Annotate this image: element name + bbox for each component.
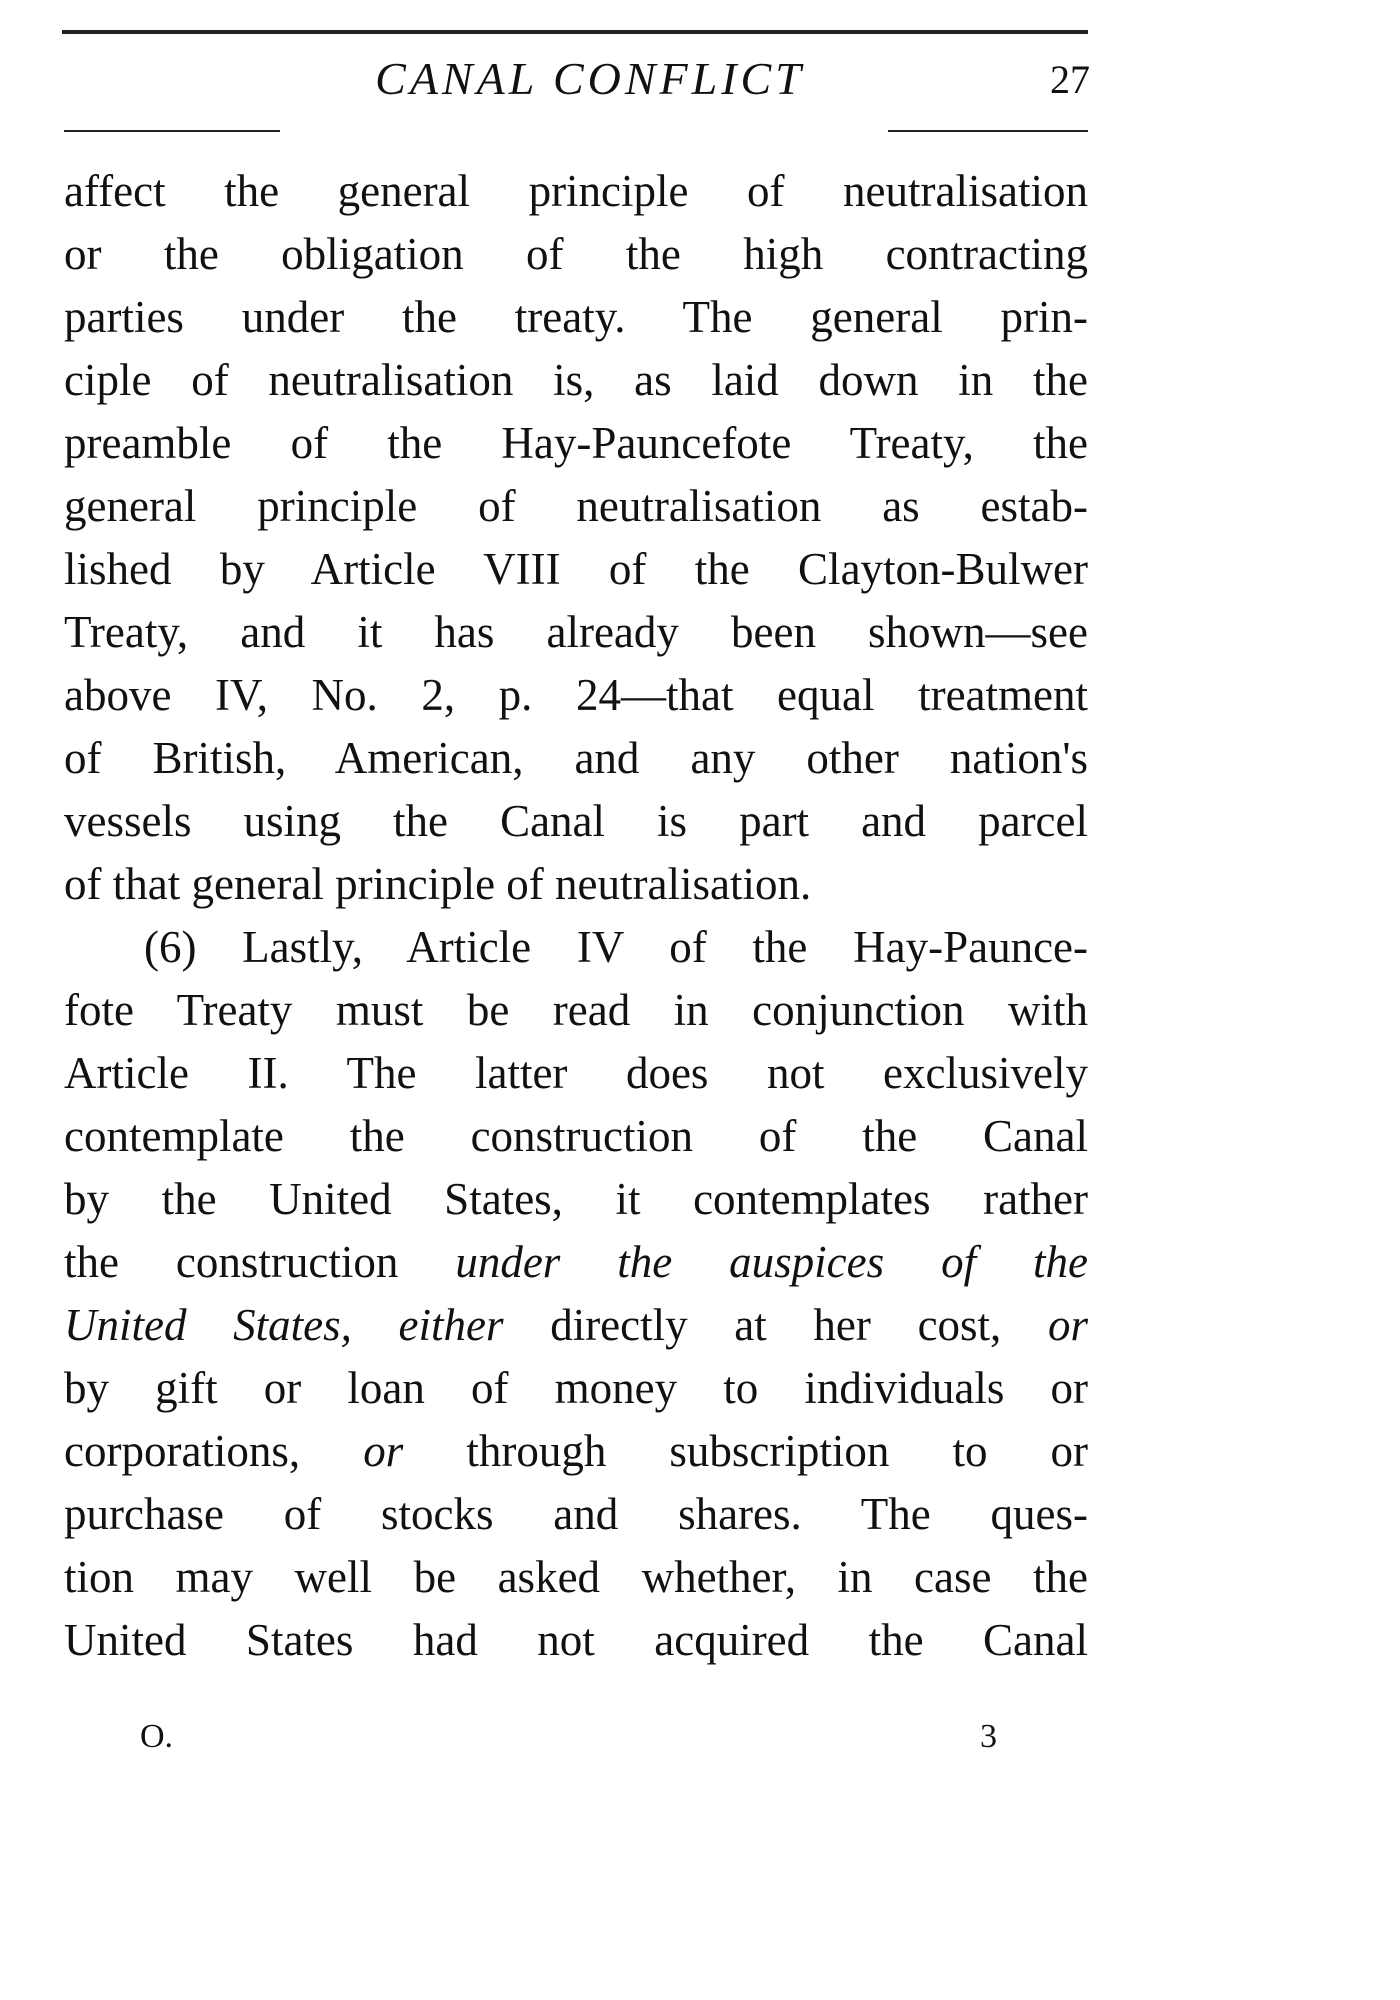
text-line: parties under the treaty. The general prin- xyxy=(64,292,1088,342)
header-rule xyxy=(62,30,1088,34)
text-line: general principle of neutralisation as estab- xyxy=(64,481,1088,531)
text-line: by gift or loan of money to individuals or xyxy=(64,1363,1088,1413)
italic-run: or xyxy=(1047,1300,1088,1350)
text-line: Article II. The latter does not exclusively xyxy=(64,1048,1088,1098)
text-line: of British, American, and any other nation's xyxy=(64,733,1088,783)
text-line: preamble of the Hay-Pauncefote Treaty, the xyxy=(64,418,1088,468)
text-line: affect the general principle of neutralisation xyxy=(64,166,1088,216)
paragraph-start-line: (6) Lastly, Article IV of the Hay-Paunce- xyxy=(144,922,1088,972)
text-line: Treaty, and it has already been shown—see xyxy=(64,607,1088,657)
text-line-mixed xyxy=(64,1294,1088,1357)
text-line: above IV, No. 2, p. 24—that equal treatment xyxy=(64,670,1088,720)
text-line: United States had not acquired the Canal xyxy=(64,1615,1088,1665)
text-line: fote Treaty must be read in conjunction with xyxy=(64,985,1088,1035)
text-run: the construction xyxy=(64,1237,399,1287)
text-run: through subscription to or xyxy=(466,1426,1089,1476)
signature-mark: O. xyxy=(140,1718,174,1755)
text-line-mixed xyxy=(64,1420,1088,1483)
text-run: corporations, xyxy=(64,1426,301,1476)
text-run: directly at her cost, xyxy=(550,1300,1002,1350)
text-line: by the United States, it contemplates rather xyxy=(64,1174,1088,1224)
text-line: contemplate the construction of the Canal xyxy=(64,1111,1088,1161)
running-title: CANAL CONFLICT xyxy=(375,53,805,104)
text-line: vessels using the Canal is part and parcel xyxy=(64,796,1088,846)
text-line: tion may well be asked whether, in case the xyxy=(64,1552,1088,1602)
italic-run: or xyxy=(363,1426,404,1476)
text-line: ciple of neutralisation is, as laid down in the xyxy=(64,355,1088,405)
text-line: purchase of stocks and shares. The ques- xyxy=(64,1489,1088,1539)
body-text xyxy=(64,160,1088,1672)
italic-run: under the auspices of the xyxy=(455,1237,1089,1287)
header-underline-right xyxy=(888,130,1088,132)
header-underline-left xyxy=(64,130,280,132)
text-line: lished by Article VIII of the Clayton-Bulwer xyxy=(64,544,1088,594)
text-line-mixed xyxy=(64,1231,1088,1294)
sheet-number: 3 xyxy=(980,1718,997,1755)
paragraph-end-line: of that general principle of neutralisation. xyxy=(64,859,812,909)
italic-run: United States, either xyxy=(64,1300,504,1350)
page-number: 27 xyxy=(1050,57,1090,102)
text-line: or the obligation of the high contracting xyxy=(64,229,1088,279)
